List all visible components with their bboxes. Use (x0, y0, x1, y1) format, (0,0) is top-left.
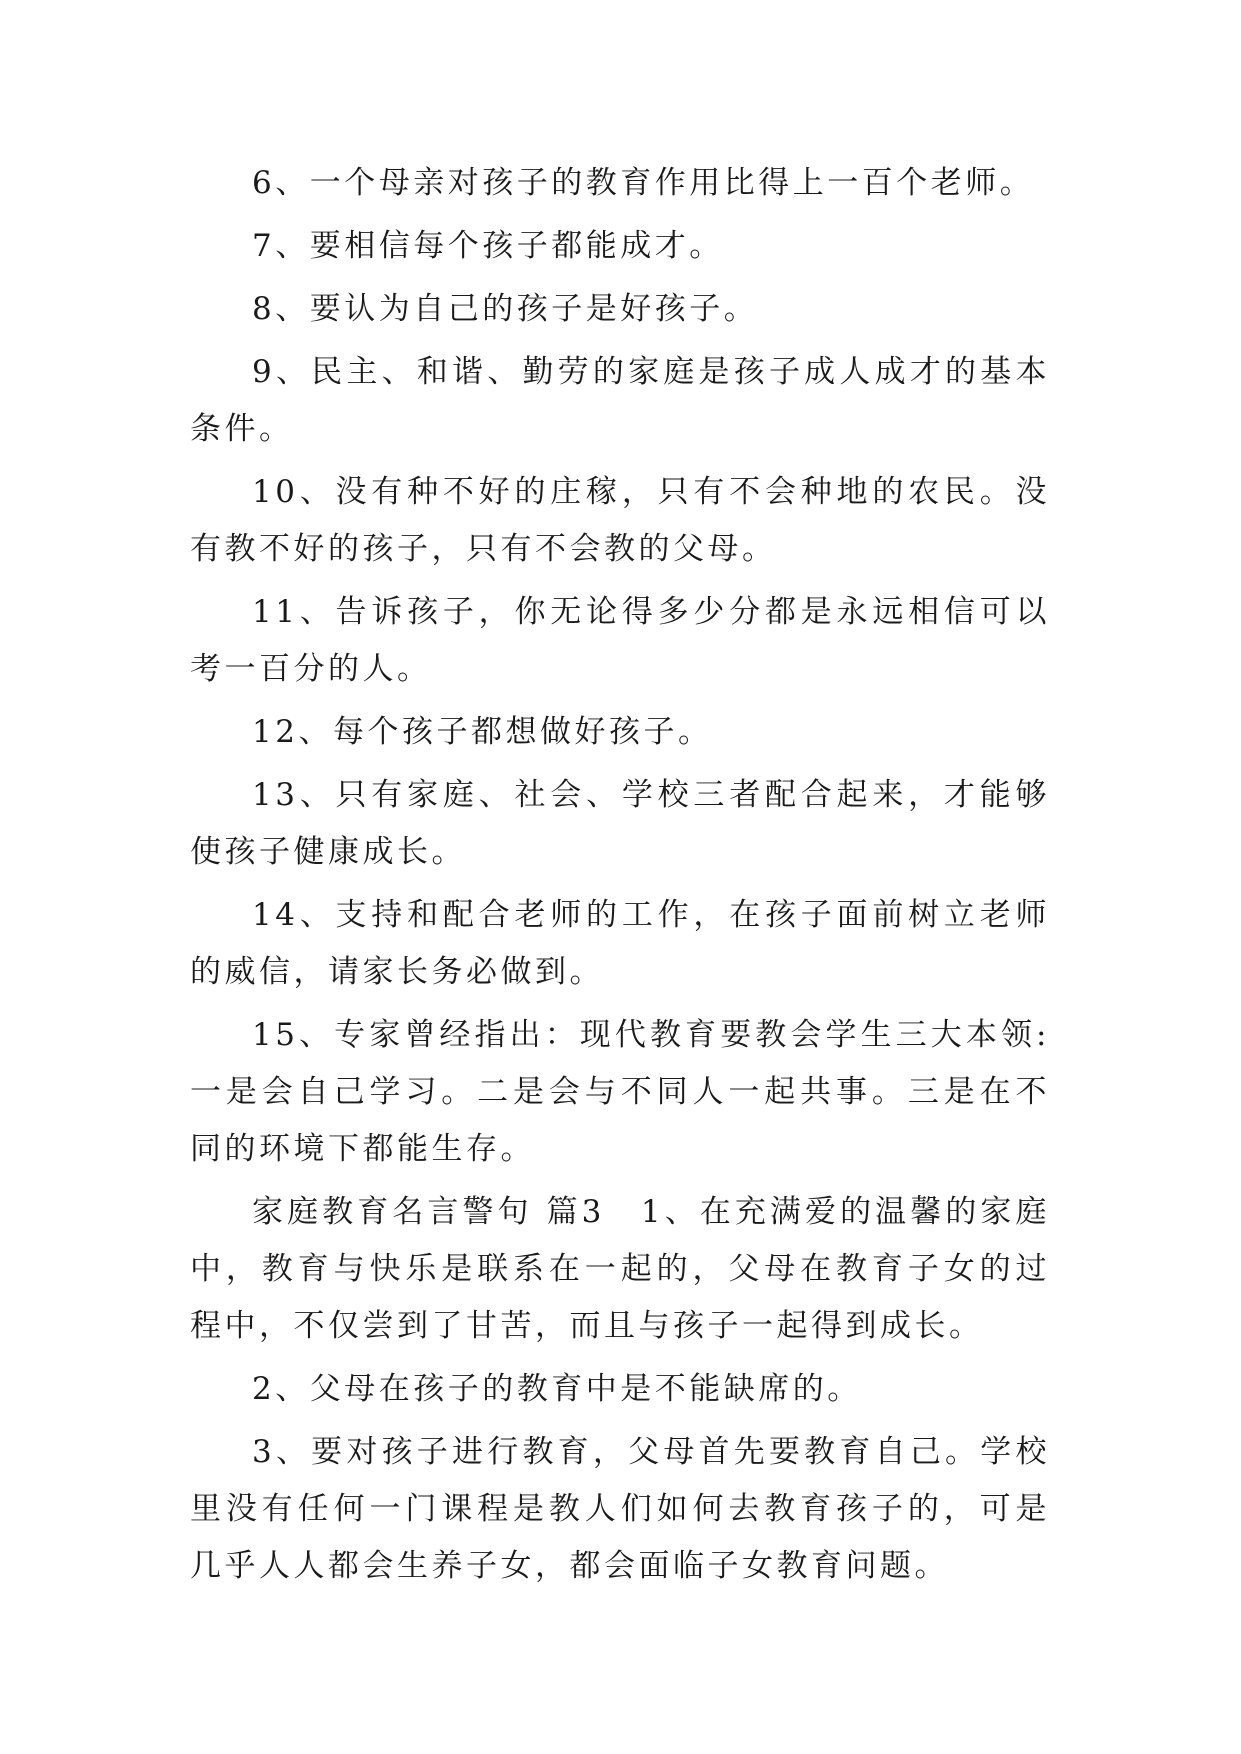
paragraph-item-12: 12、每个孩子都想做好孩子。 (252, 714, 713, 750)
paragraph-item-2: 2、父母在孩子的教育中是不能缺席的。 (252, 1371, 862, 1407)
section-first-item: 1、在充满爱的温馨的家庭中，教育与快乐是联系在一起的，父母在教育子女的过程中，不仅尝到了甘苦，而且与孩子一起得到成长。 (190, 1194, 1050, 1344)
paragraph-item-13: 13、只有家庭、社会、学校三者配合起来，才能够使孩子健康成长。 (190, 777, 1050, 870)
paragraph-item-15: 15、专家曾经指出：现代教育要教会学生三大本领:一是会自己学习。二是会与不同人一起共事。三是在不同的环境下都能生存。 (190, 1017, 1050, 1167)
paragraph-item-14: 14、支持和配合老师的工作，在孩子面前树立老师的威信，请家长务必做到。 (190, 897, 1050, 990)
section-heading-paragraph (190, 1184, 1050, 1355)
paragraph-item-10: 10、没有种不好的庄稼，只有不会种地的农民。没有教不好的孩子，只有不会教的父母。 (190, 474, 1050, 567)
paragraph-item-3: 3、要对孩子进行教育，父母首先要教育自己。学校里没有任何一门课程是教人们如何去教育孩子的，可是几乎人人都会生养子女，都会面临子女教育问题。 (190, 1434, 1050, 1584)
paragraph-item-11: 11、告诉孩子，你无论得多少分都是永远相信可以考一百分的人。 (190, 594, 1050, 687)
section-heading: 家庭教育名言警句 篇3 (252, 1194, 605, 1230)
paragraph-item-8: 8、要认为自己的孩子是好孩子。 (252, 291, 759, 327)
paragraph-item-6: 6、一个母亲对孩子的教育作用比得上一百个老师。 (252, 165, 1035, 201)
paragraph-item-9: 9、民主、和谐、勤劳的家庭是孩子成人成才的基本条件。 (190, 354, 1050, 447)
document-body (190, 155, 1050, 1601)
paragraph-item-7: 7、要相信每个孩子都能成才。 (252, 228, 724, 264)
